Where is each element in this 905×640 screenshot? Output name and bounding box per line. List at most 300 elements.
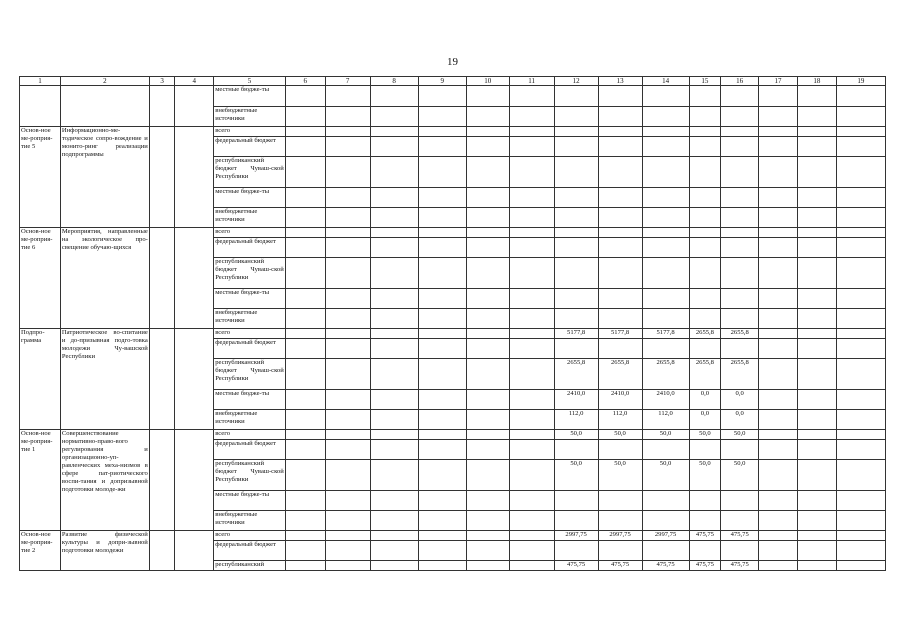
funding-source: республиканский [214,561,286,571]
column-header: 12 [554,77,598,86]
empty-cell [509,188,554,208]
funding-value: 0,0 [721,390,759,410]
funding-source: всего [214,329,286,339]
empty-cell [149,127,175,228]
empty-cell [370,541,418,561]
empty-cell [759,238,798,258]
empty-cell [149,86,175,127]
empty-cell [370,460,418,491]
empty-cell [466,430,509,440]
funding-value [554,137,598,157]
empty-cell [759,208,798,228]
funding-value: 50,0 [642,460,689,491]
column-header: 1 [20,77,61,86]
empty-cell [370,410,418,430]
column-header: 9 [418,77,466,86]
empty-cell [418,309,466,329]
funding-value [721,107,759,127]
funding-source: федеральный бюджет [214,339,286,359]
empty-cell [466,258,509,289]
empty-cell [325,430,370,440]
empty-cell [325,208,370,228]
empty-cell [325,258,370,289]
funding-source: внебюджетные источники [214,309,286,329]
empty-cell [418,491,466,511]
empty-cell [797,228,836,238]
funding-value: 50,0 [642,430,689,440]
empty-cell [285,541,325,561]
program-category: Основ-ное ме-роприя-тие 6 [20,228,61,329]
empty-cell [418,157,466,188]
empty-cell [759,339,798,359]
empty-cell [759,390,798,410]
empty-cell [509,157,554,188]
empty-cell [418,390,466,410]
empty-cell [370,309,418,329]
program-title: Мероприятия, направленные на экологическое про-свещение обучаю-щихся [60,228,149,329]
program-title: Совершенствование нормативно-право-вого регулирования и организационно-уп-равленческих меха-низмов в сфере пат-риотического воспи-тания и допризывной подготовки молоде-жи [60,430,149,531]
funding-value [689,440,721,460]
empty-cell [418,531,466,541]
funding-value [598,127,642,137]
empty-cell [836,491,885,511]
funding-value [598,157,642,188]
empty-cell [285,511,325,531]
empty-cell [836,359,885,390]
empty-cell [325,511,370,531]
empty-cell [797,390,836,410]
empty-cell [836,127,885,137]
funding-value: 475,75 [598,561,642,571]
program-category: Подпро-грамма [20,329,61,430]
empty-cell [466,127,509,137]
empty-cell [509,561,554,571]
funding-value [689,228,721,238]
funding-value [554,188,598,208]
funding-value [689,289,721,309]
empty-cell [797,541,836,561]
empty-cell [285,359,325,390]
funding-value: 2410,0 [554,390,598,410]
empty-cell [325,390,370,410]
empty-cell [797,86,836,107]
funding-value [642,188,689,208]
funding-value: 50,0 [689,460,721,491]
empty-cell [759,460,798,491]
empty-cell [370,430,418,440]
empty-cell [325,157,370,188]
empty-cell [370,390,418,410]
empty-cell [836,531,885,541]
funding-value: 112,0 [598,410,642,430]
funding-value [721,208,759,228]
funding-value: 112,0 [554,410,598,430]
empty-cell [466,541,509,561]
empty-cell [370,228,418,238]
funding-source: внебюджетные источники [214,208,286,228]
funding-value [689,208,721,228]
empty-cell [370,289,418,309]
empty-cell [285,440,325,460]
funding-value [554,339,598,359]
table-row [20,127,886,137]
funding-value: 50,0 [598,430,642,440]
column-header-row [20,77,886,86]
empty-cell [370,127,418,137]
funding-value [598,289,642,309]
empty-cell [466,208,509,228]
program-title: Информационно-ме-тодическое сопро-вождение и монито-ринг реализации подпрограммы [60,127,149,228]
funding-value [554,541,598,561]
empty-cell [285,137,325,157]
empty-cell [836,561,885,571]
empty-cell [797,258,836,289]
empty-cell [759,410,798,430]
column-header: 5 [214,77,286,86]
column-header: 14 [642,77,689,86]
funding-value [721,339,759,359]
funding-source: внебюджетные источники [214,107,286,127]
empty-cell [836,410,885,430]
empty-cell [370,258,418,289]
empty-cell [285,430,325,440]
funding-source: республиканский бюджет Чуваш-ской Республики [214,258,286,289]
funding-value [642,258,689,289]
empty-cell [509,258,554,289]
empty-cell [285,339,325,359]
empty-cell [466,390,509,410]
empty-cell [797,127,836,137]
empty-cell [797,137,836,157]
funding-value [598,86,642,107]
empty-cell [418,107,466,127]
empty-cell [418,289,466,309]
empty-cell [285,460,325,491]
empty-cell [509,531,554,541]
empty-cell [418,127,466,137]
funding-value [642,137,689,157]
empty-cell [370,491,418,511]
empty-cell [759,561,798,571]
funding-value: 5177,8 [598,329,642,339]
column-header: 4 [175,77,214,86]
empty-cell [759,86,798,107]
funding-value: 2997,75 [642,531,689,541]
funding-value: 2655,8 [689,329,721,339]
funding-source: федеральный бюджет [214,137,286,157]
empty-cell [759,531,798,541]
empty-cell [325,329,370,339]
funding-value: 5177,8 [642,329,689,339]
funding-source: республиканский бюджет Чуваш-ской Республики [214,157,286,188]
funding-value: 2410,0 [642,390,689,410]
empty-cell [285,238,325,258]
empty-cell [418,440,466,460]
funding-value [721,309,759,329]
empty-cell [285,86,325,107]
empty-cell [466,561,509,571]
funding-value [642,309,689,329]
empty-cell [418,541,466,561]
empty-cell [759,188,798,208]
funding-source: местные бюдже-ты [214,289,286,309]
empty-cell [466,289,509,309]
empty-cell [466,228,509,238]
funding-source: всего [214,430,286,440]
empty-cell [509,107,554,127]
empty-cell [797,188,836,208]
empty-cell [509,127,554,137]
empty-cell [797,289,836,309]
empty-cell [836,238,885,258]
empty-cell [325,127,370,137]
empty-cell [325,188,370,208]
empty-cell [759,541,798,561]
empty-cell [325,86,370,107]
empty-cell [797,531,836,541]
funding-source: местные бюдже-ты [214,188,286,208]
column-header: 3 [149,77,175,86]
funding-value: 2655,8 [721,359,759,390]
empty-cell [466,157,509,188]
empty-cell [370,238,418,258]
funding-value [598,309,642,329]
empty-cell [418,329,466,339]
funding-value [598,511,642,531]
table-row [20,86,886,107]
funding-value: 2655,8 [689,359,721,390]
empty-cell [509,86,554,107]
empty-cell [285,289,325,309]
funding-source: местные бюдже-ты [214,491,286,511]
funding-table [19,76,886,571]
empty-cell [325,531,370,541]
empty-cell [418,258,466,289]
empty-cell [836,541,885,561]
funding-value: 2410,0 [598,390,642,410]
program-title: Развитие физической культуры и допри-зывной подготовки молодежи [60,531,149,571]
funding-source: всего [214,127,286,137]
empty-cell [836,329,885,339]
funding-value [689,238,721,258]
empty-cell [285,329,325,339]
empty-cell [509,289,554,309]
empty-cell [797,440,836,460]
empty-cell [466,86,509,107]
funding-value [554,440,598,460]
empty-cell [175,127,214,228]
funding-value [598,339,642,359]
empty-cell [466,511,509,531]
funding-value: 50,0 [721,460,759,491]
funding-value: 2655,8 [554,359,598,390]
empty-cell [836,289,885,309]
funding-value [689,137,721,157]
funding-value [689,188,721,208]
empty-cell [285,258,325,289]
empty-cell [370,561,418,571]
funding-value: 475,75 [642,561,689,571]
empty-cell [759,289,798,309]
empty-cell [509,208,554,228]
funding-value: 2655,8 [598,359,642,390]
empty-cell [836,309,885,329]
funding-value [554,157,598,188]
funding-value [689,107,721,127]
empty-cell [370,339,418,359]
empty-cell [370,511,418,531]
empty-cell [149,430,175,531]
program-category: Основ-ное ме-роприя-тие 5 [20,127,61,228]
empty-cell [370,359,418,390]
table-row [20,531,886,541]
funding-value [598,440,642,460]
funding-value [721,238,759,258]
empty-cell [149,228,175,329]
funding-value [598,541,642,561]
program-category [20,86,61,127]
empty-cell [418,208,466,228]
funding-value [721,541,759,561]
empty-cell [466,107,509,127]
empty-cell [836,208,885,228]
empty-cell [509,228,554,238]
column-header: 15 [689,77,721,86]
empty-cell [797,309,836,329]
funding-value: 50,0 [721,430,759,440]
funding-value [721,188,759,208]
empty-cell [836,107,885,127]
column-header: 10 [466,77,509,86]
column-header: 13 [598,77,642,86]
empty-cell [509,491,554,511]
funding-value [689,339,721,359]
funding-value: 475,75 [721,531,759,541]
funding-value: 2997,75 [598,531,642,541]
empty-cell [466,329,509,339]
empty-cell [509,541,554,561]
empty-cell [370,329,418,339]
program-category: Основ-ное ме-роприя-тие 1 [20,430,61,531]
empty-cell [509,440,554,460]
empty-cell [759,137,798,157]
funding-source: внебюджетные источники [214,511,286,531]
empty-cell [285,410,325,430]
funding-value: 5177,8 [554,329,598,339]
empty-cell [418,359,466,390]
program-category: Основ-ное ме-роприя-тие 2 [20,531,61,571]
program-title: Патриотическое во-спитание и до-призывная подго-товка молодежи Чу-вашской Республики [60,329,149,430]
empty-cell [509,359,554,390]
empty-cell [759,440,798,460]
empty-cell [797,208,836,228]
empty-cell [836,440,885,460]
funding-value [689,309,721,329]
funding-value [598,228,642,238]
funding-value [721,258,759,289]
funding-value: 112,0 [642,410,689,430]
funding-source: республиканский бюджет Чуваш-ской Республики [214,359,286,390]
funding-value [689,511,721,531]
funding-value: 0,0 [721,410,759,430]
funding-value [689,127,721,137]
empty-cell [285,188,325,208]
column-header: 11 [509,77,554,86]
empty-cell [797,460,836,491]
empty-cell [466,440,509,460]
empty-cell [285,309,325,329]
empty-cell [797,511,836,531]
empty-cell [509,339,554,359]
funding-value [554,491,598,511]
funding-value [721,491,759,511]
empty-cell [325,137,370,157]
column-header: 16 [721,77,759,86]
empty-cell [325,107,370,127]
funding-value: 2655,8 [721,329,759,339]
empty-cell [759,511,798,531]
empty-cell [759,430,798,440]
column-header: 17 [759,77,798,86]
funding-source: федеральный бюджет [214,238,286,258]
funding-value: 475,75 [721,561,759,571]
empty-cell [759,107,798,127]
funding-value [721,127,759,137]
empty-cell [149,329,175,430]
empty-cell [509,410,554,430]
empty-cell [797,339,836,359]
empty-cell [370,440,418,460]
empty-cell [836,188,885,208]
empty-cell [759,127,798,137]
empty-cell [175,430,214,531]
empty-cell [418,188,466,208]
funding-value [642,440,689,460]
empty-cell [325,238,370,258]
empty-cell [175,86,214,127]
empty-cell [509,460,554,491]
funding-value: 50,0 [554,460,598,491]
empty-cell [285,491,325,511]
funding-source: всего [214,531,286,541]
funding-value [689,491,721,511]
funding-value [642,107,689,127]
funding-value [721,157,759,188]
empty-cell [836,339,885,359]
empty-cell [509,511,554,531]
empty-cell [509,390,554,410]
column-header: 7 [325,77,370,86]
funding-value [554,511,598,531]
empty-cell [797,329,836,339]
funding-value [554,127,598,137]
empty-cell [418,561,466,571]
empty-cell [325,460,370,491]
funding-source: местные бюдже-ты [214,86,286,107]
funding-value [642,208,689,228]
funding-value [642,511,689,531]
empty-cell [759,258,798,289]
funding-value [642,127,689,137]
empty-cell [797,491,836,511]
funding-value: 475,75 [554,561,598,571]
empty-cell [759,329,798,339]
funding-value: 2655,8 [642,359,689,390]
empty-cell [836,460,885,491]
empty-cell [836,430,885,440]
empty-cell [325,228,370,238]
empty-cell [325,561,370,571]
